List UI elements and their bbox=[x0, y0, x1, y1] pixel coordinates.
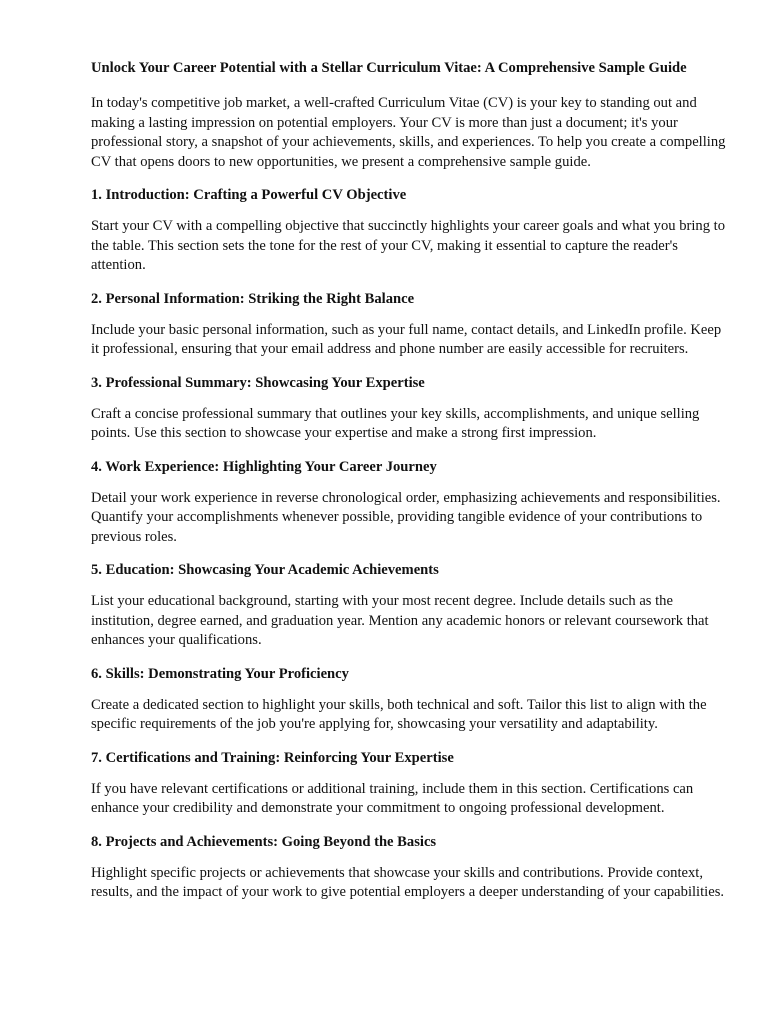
section-heading: 5. Education: Showcasing Your Academic Achievements bbox=[91, 562, 439, 578]
section-body: Detail your work experience in reverse chronological order, emphasizing achievements and responsibilities. Quantify your accomplishments whenever possible, providing tangible evidence of your contributions to previous roles. bbox=[91, 489, 721, 545]
section-body: Create a dedicated section to highlight your skills, both technical and soft. Tailor this list to align with the specific requirements of the job you're applying for, showcasing your versatility and adaptability. bbox=[91, 696, 707, 732]
section-body: List your educational background, starting with your most recent degree. Include details such as the institution, degree earned, and graduation year. Mention any academic honors or relevant coursework that enhances your qualifications. bbox=[91, 593, 709, 648]
document-content bbox=[91, 59, 731, 917]
document-title: Unlock Your Career Potential with a Stellar Curriculum Vitae: A Comprehensive Sample Guide bbox=[91, 60, 687, 76]
section-personal-information bbox=[91, 290, 731, 360]
section-heading: 6. Skills: Demonstrating Your Proficiency bbox=[91, 665, 349, 682]
section-heading: 8. Projects and Achievements: Going Beyond the Basics bbox=[91, 833, 437, 850]
section-skills bbox=[91, 665, 731, 735]
section-heading: 7. Certifications and Training: Reinforcing Your Expertise bbox=[91, 749, 454, 766]
section-projects bbox=[91, 833, 731, 903]
section-work-experience bbox=[91, 458, 731, 548]
section-heading: 3. Professional Summary: Showcasing Your Expertise bbox=[91, 374, 425, 391]
intro-paragraph: In today's competitive job market, a well-crafted Curriculum Vitae (CV) is your key to standing out and making a lasting impression on potential employers. Your CV is more than just a document; it's your professional story, a snapshot of your achievements, skills, and experiences. To help you create a compelling CV that opens doors to new opportunities, we present a comprehensive sample guide. bbox=[91, 95, 726, 170]
section-body: Start your CV with a compelling objective that succinctly highlights your career goals and what you bring to the table. This section sets the tone for the rest of your CV, making it essential to capture the reader's attention. bbox=[91, 218, 726, 273]
section-education bbox=[91, 561, 731, 651]
section-heading: 2. Personal Information: Striking the Right Balance bbox=[91, 290, 415, 307]
section-body: Include your basic personal information, such as your full name, contact details, and LinkedIn profile. Keep it professional, ensuring that your email address and phone number are easily accessible for recruiters. bbox=[91, 321, 722, 357]
section-professional-summary bbox=[91, 374, 731, 444]
section-objective bbox=[91, 186, 731, 276]
section-body: Highlight specific projects or achievements that showcase your skills and contributions. Provide context, results, and the impact of your work to give potential employers a deeper understanding of your capabilities. bbox=[91, 864, 725, 900]
section-body: If you have relevant certifications or additional training, include them in this section. Certifications can enhance your credibility and demonstrate your commitment to ongoing professional development. bbox=[91, 780, 694, 816]
section-heading: 1. Introduction: Crafting a Powerful CV Objective bbox=[91, 187, 407, 203]
section-heading: 4. Work Experience: Highlighting Your Career Journey bbox=[91, 458, 437, 475]
section-certifications bbox=[91, 749, 731, 819]
section-body: Craft a concise professional summary that outlines your key skills, accomplishments, and unique selling points. Use this section to showcase your expertise and make a strong first impression. bbox=[91, 405, 700, 441]
